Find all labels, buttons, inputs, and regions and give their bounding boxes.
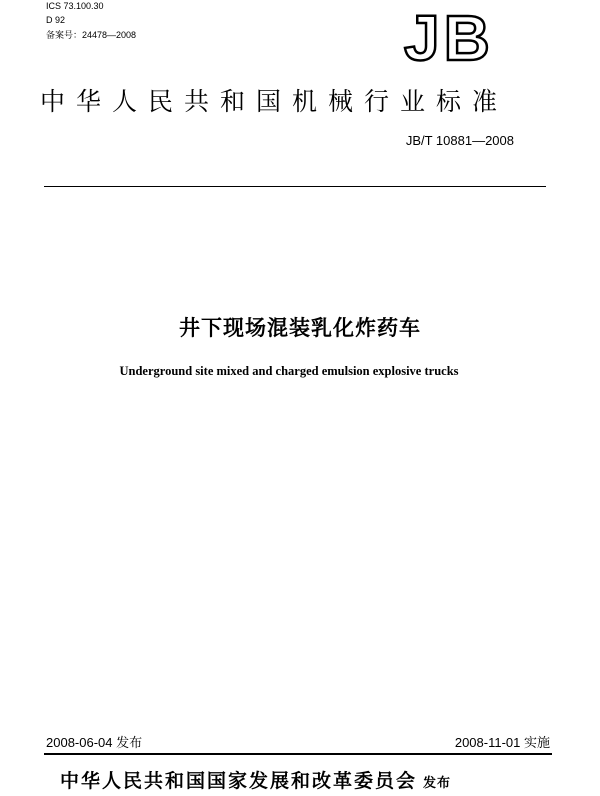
- publisher: [60, 766, 451, 793]
- record-number: 备案号：24478—2008: [46, 30, 137, 40]
- jb-logo: [400, 4, 518, 66]
- ics-number: ICS 73.100.30: [46, 1, 104, 11]
- title-english: Underground site mixed and charged emulsion explosive trucks: [119, 364, 459, 378]
- implementation-date: 2008-11-01 实施: [454, 735, 550, 750]
- publisher-name: 中华人民共和国国家发展和改革委员会: [60, 770, 418, 792]
- jb-logo-text: JB: [404, 4, 494, 66]
- issue-date: 2008-06-04 发布: [46, 735, 143, 750]
- bottom-divider: [44, 753, 552, 755]
- top-divider: [44, 186, 546, 187]
- standard-organization: 中华人民共和国机械行业标准: [40, 87, 509, 116]
- standard-code: JB/T 10881—2008: [405, 133, 514, 148]
- publisher-suffix: 发布: [423, 776, 452, 791]
- classification-code: D 92: [46, 15, 66, 25]
- title-chinese: 井下现场混装乳化炸药车: [179, 316, 421, 340]
